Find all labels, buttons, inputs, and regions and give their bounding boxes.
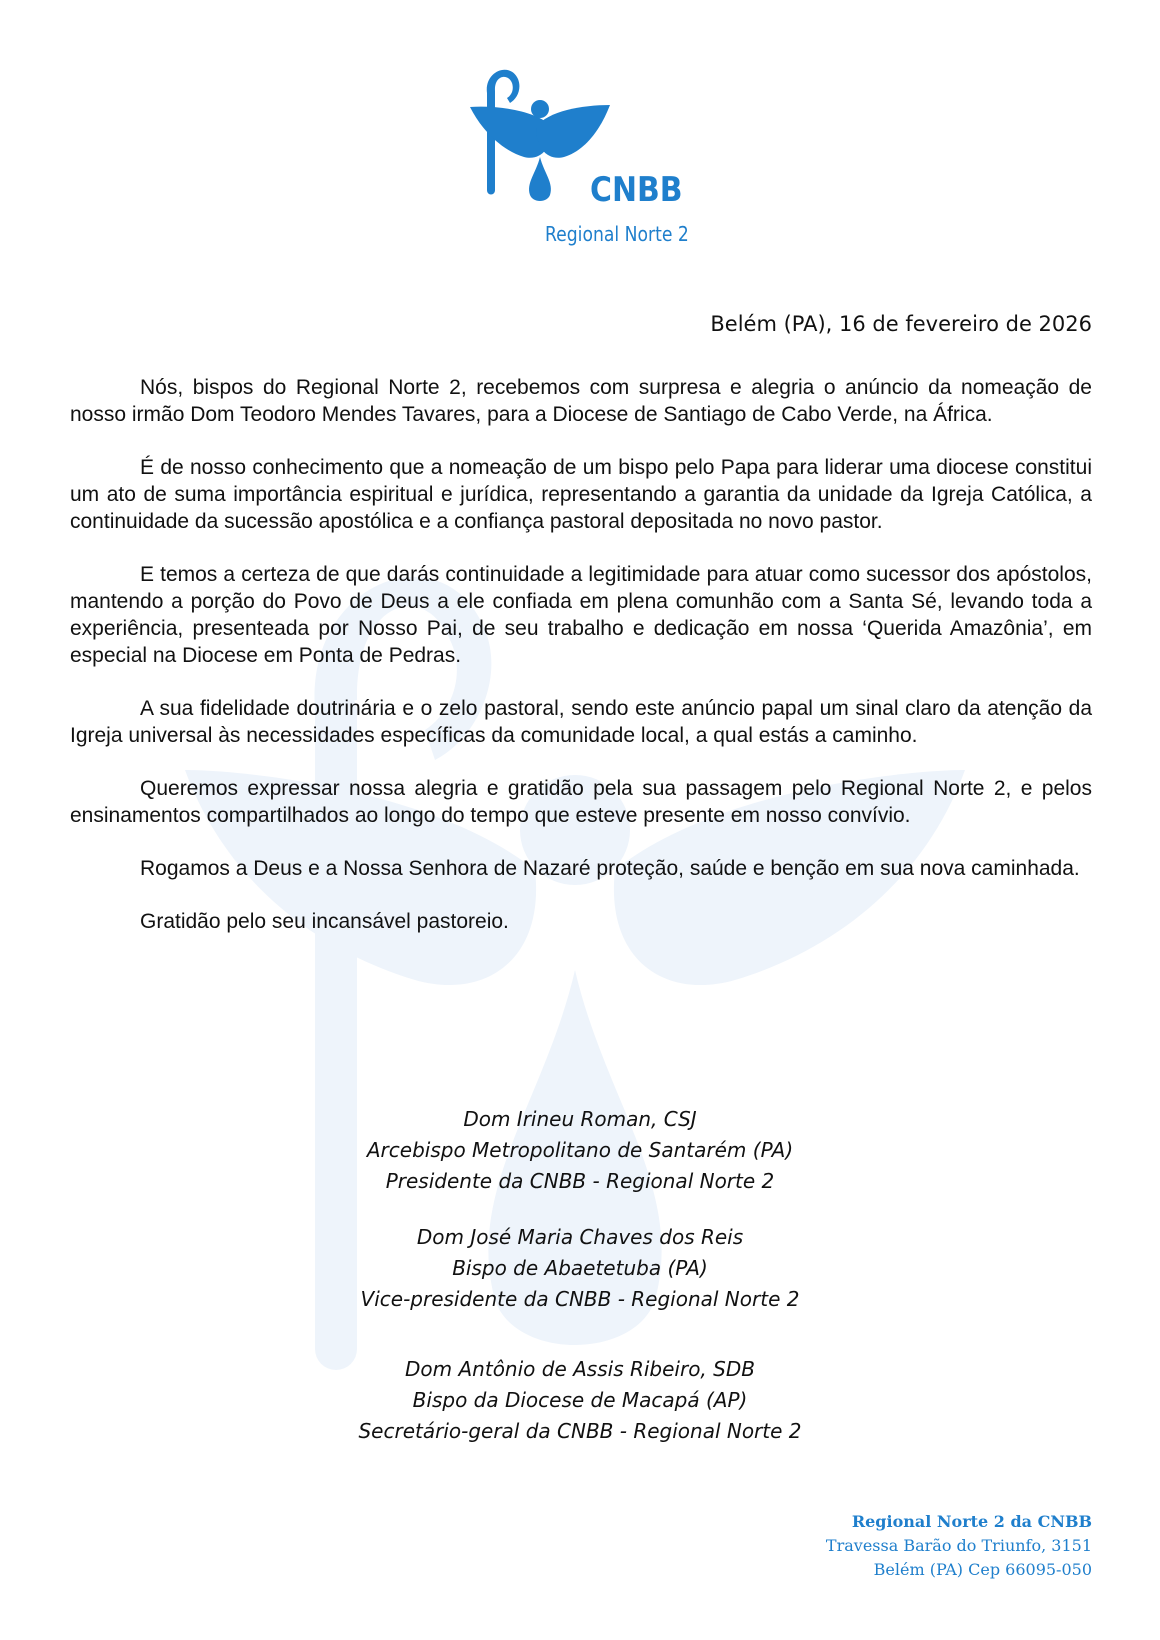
signatory	[0, 1104, 1160, 1197]
signatory-name: Dom Antônio de Assis Ribeiro, SDB	[405, 1357, 755, 1381]
signatory-position: Presidente da CNBB - Regional Norte 2	[385, 1169, 775, 1193]
signatory-name: Dom Irineu Roman, CSJ	[463, 1107, 697, 1131]
signatory-name: Dom José Maria Chaves dos Reis	[416, 1225, 744, 1249]
brand-subtitle: Regional Norte 2	[545, 222, 689, 246]
paragraph: A sua fidelidade doutrinária e o zelo pastoral, sendo este anúncio papal um sinal claro da atenção da Igreja universal às necessidades específicas da comunidade local, a qual estás a caminho.	[70, 697, 1092, 747]
paragraph: É de nosso conhecimento que a nomeação de um bispo pelo Papa para liderar uma diocese constitui um ato de suma importância espiritual e jurídica, representando a garantia da unidade da Igreja Católica, a continuidade da sucessão apostólica e a confiança pastoral depositada no novo pastor.	[70, 456, 1092, 533]
footer-street: Travessa Barão do Triunfo, 3151	[825, 1536, 1092, 1555]
signatory	[0, 1222, 1160, 1315]
footer-city: Belém (PA) Cep 66095-050	[873, 1560, 1092, 1579]
brand-name: CNBB	[590, 170, 683, 210]
signatory-position: Vice-presidente da CNBB - Regional Norte 2	[360, 1287, 800, 1311]
paragraph: Gratidão pelo seu incansável pastoreio.	[140, 910, 509, 933]
dove-crozier-icon	[470, 65, 690, 255]
paragraph: E temos a certeza de que darás continuidade a legitimidade para atuar como sucessor dos apóstolos, mantendo a porção do Povo de Deus a ele confiada em plena comunhão com a Santa Sé, levando toda a experiência, presenteada por Nosso Pai, de seu trabalho e dedicação em nossa ‘Querida Amazônia’, em especial na Diocese em Ponta de Pedras.	[70, 563, 1092, 667]
footer-title: Regional Norte 2 da CNBB	[851, 1512, 1092, 1531]
paragraph: Queremos expressar nossa alegria e gratidão pela sua passagem pelo Regional Norte 2, e pelos ensinamentos compartilhados ao longo do tempo que esteve presente em nosso convívio.	[70, 777, 1092, 827]
paragraph: Nós, bispos do Regional Norte 2, recebemos com surpresa e alegria o anúncio da nomeação de nosso irmão Dom Teodoro Mendes Tavares, para a Diocese de Santiago de Cabo Verde, na África.	[70, 376, 1092, 426]
cnbb-logo	[470, 65, 690, 255]
footer-address	[826, 1510, 1092, 1582]
letter-body	[70, 374, 1092, 961]
paragraph: Rogamos a Deus e a Nossa Senhora de Nazaré proteção, saúde e benção em sua nova caminhada.	[140, 857, 1080, 880]
letter-date: Belém (PA), 16 de fevereiro de 2026	[710, 312, 1092, 336]
signatory-role: Arcebispo Metropolitano de Santarém (PA)	[366, 1138, 794, 1162]
signatory	[0, 1354, 1160, 1447]
signatory-role: Bispo de Abaetetuba (PA)	[452, 1256, 708, 1280]
signatory-position: Secretário-geral da CNBB - Regional Norte 2	[358, 1419, 802, 1443]
signatory-role: Bispo da Diocese de Macapá (AP)	[412, 1388, 748, 1412]
